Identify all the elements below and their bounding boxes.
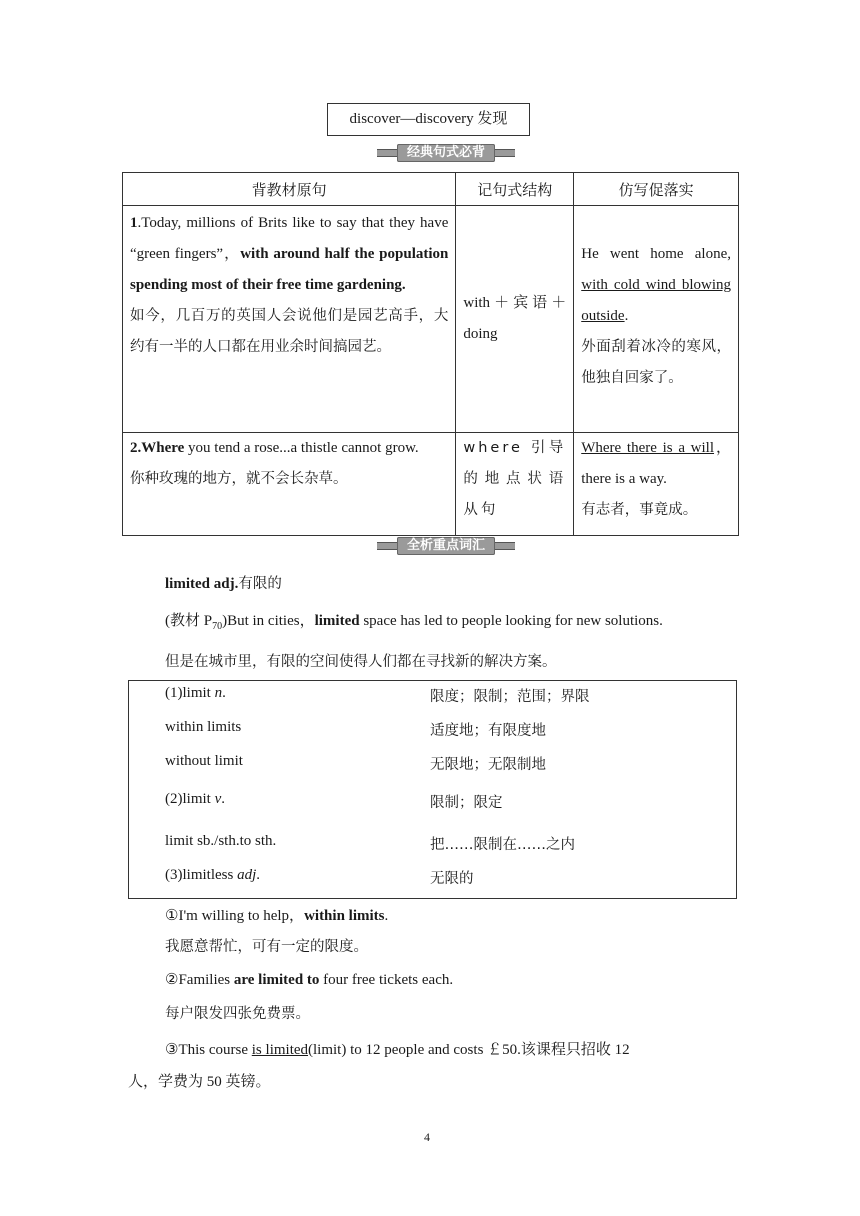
example-page: 70 <box>212 621 223 632</box>
banner-right-bar <box>495 149 515 157</box>
row1-structure-cell <box>456 206 574 433</box>
usage-tail: . <box>221 791 225 807</box>
usage-cn: 适度地；有限度地 <box>430 723 546 739</box>
usage-row <box>165 833 276 850</box>
example-1-b: . <box>384 908 389 924</box>
example-3-a: ③This course <box>165 1042 252 1058</box>
row1-imitate-cell <box>574 206 739 433</box>
row1-imitate-underlined: with cold wind blowing outside <box>581 276 731 324</box>
row1-en-a: .Today, millions of Brits like to say that they have “green fingers”， <box>130 215 449 262</box>
row2-imitate-cell <box>574 433 739 536</box>
example-1-cn: 我愿意帮忙，可有一定的限度。 <box>165 939 368 955</box>
example-3 <box>165 1038 630 1059</box>
word-family-box <box>327 103 530 136</box>
example-3-b: (limit) to 12 people and costs ￡50.该课程只招收 12 <box>308 1042 630 1058</box>
vocab-example <box>165 609 663 632</box>
row2-cn: 你种玫瑰的地方，就不会长杂草。 <box>130 471 348 487</box>
row1-imitate-a: He went home alone, <box>581 245 731 262</box>
usage-tail: . <box>256 867 260 883</box>
row2-imitate-underlined: Where there is a will <box>581 440 715 456</box>
example-1 <box>165 904 388 925</box>
row2-en-rest: you tend a rose...a thistle cannot grow. <box>184 440 419 456</box>
usage-en: without limit <box>165 753 243 769</box>
table-row <box>123 206 739 433</box>
banner-right-bar <box>495 542 515 550</box>
row2-original <box>123 433 456 536</box>
usage-pos: adj <box>237 867 257 883</box>
usage-cn: 无限地；无限制地 <box>430 757 546 773</box>
usage-cn: 把……限制在……之内 <box>430 837 575 853</box>
row2-bold-word: .Where <box>137 440 185 456</box>
banner-title: 经典句式必背 <box>397 144 495 162</box>
word-family-text: discover—discovery 发现 <box>349 111 508 127</box>
example-b: space has led to people looking for new solutions. <box>359 613 663 629</box>
usage-row <box>165 791 225 808</box>
usage-cn: 无限的 <box>430 871 474 887</box>
banner-left-bar <box>377 149 397 157</box>
usage-pos: v <box>214 791 222 807</box>
usage-en: within limits <box>165 719 242 735</box>
vocab-headword-cn: 有限的 <box>238 576 282 592</box>
banner-title: 全析重点词汇 <box>397 537 495 555</box>
table-row <box>123 433 739 536</box>
example-2-bold: are limited to <box>233 972 320 988</box>
example-2 <box>165 970 453 989</box>
usage-cn: 限度；限制；范围；界限 <box>430 689 590 705</box>
usage-en: (1)limit <box>165 685 215 701</box>
usage-row <box>165 685 226 702</box>
row1-en-bold: with around half the population spending most of their free time gardening. <box>130 246 449 293</box>
usage-en: limit sb./sth.to sth. <box>165 833 277 849</box>
example-2-b: four free tickets each. <box>319 972 454 988</box>
page-number: 4 <box>424 1130 430 1144</box>
row1-structure: with＋宾语＋doing <box>463 295 567 342</box>
example-3-underlined: is limited <box>251 1042 309 1058</box>
row2-number: 2 <box>130 440 138 456</box>
header-imitate: 仿写促落实 <box>574 173 739 206</box>
usage-tail: . <box>222 685 226 701</box>
example-prefix: (教材 P <box>165 613 213 629</box>
usage-row <box>165 753 243 770</box>
row2-structure-cell <box>456 433 574 536</box>
usage-pos: n <box>214 685 223 701</box>
row1-original <box>123 206 456 433</box>
row2-imitate-rest: ，there is a way. <box>581 440 731 487</box>
row1-imitate-b: . <box>624 307 629 324</box>
sentence-table <box>122 172 739 536</box>
row1-imitate-cn: 外面刮着冰冷的寒风，他独自回家了。 <box>581 338 731 386</box>
table-header-row <box>123 173 739 206</box>
usage-en: (2)limit <box>165 791 215 807</box>
word-usage-box <box>128 680 737 899</box>
header-original-sentence: 背教材原句 <box>123 173 456 206</box>
banner-left-bar <box>377 542 397 550</box>
section-banner-sentences <box>372 144 520 162</box>
vocab-headword: limited adj. <box>165 576 239 592</box>
row2-imitate-cn: 有志者，事竟成。 <box>581 502 698 518</box>
header-structure: 记句式结构 <box>456 173 574 206</box>
example-bold: limited <box>314 613 360 629</box>
row1-number: 1 <box>130 215 138 231</box>
usage-en: (3)limitless <box>165 867 238 883</box>
usage-row <box>165 719 241 736</box>
vocab-headword-line <box>165 572 282 593</box>
example-1-bold: within limits <box>304 908 385 924</box>
usage-row <box>165 867 260 884</box>
vocab-example-cn: 但是在城市里，有限的空间使得人们都在寻找新的解决方案。 <box>165 654 557 670</box>
example-1-a: ①I'm willing to help， <box>165 908 305 924</box>
section-banner-vocabulary <box>372 537 520 555</box>
example-2-cn: 每户限发四张免费票。 <box>165 1006 310 1022</box>
example-a: )But in cities， <box>222 613 315 629</box>
usage-cn: 限制；限定 <box>430 795 503 811</box>
example-3-continuation: 人，学费为 50 英镑。 <box>128 1074 271 1090</box>
example-2-a: ②Families <box>165 972 234 988</box>
row1-cn: 如今，几百万的英国人会说他们是园艺高手，大约有一半的人口都在用业余时间搞园艺。 <box>130 308 449 355</box>
row2-structure: where 引导的地点状语从句 <box>463 440 567 518</box>
